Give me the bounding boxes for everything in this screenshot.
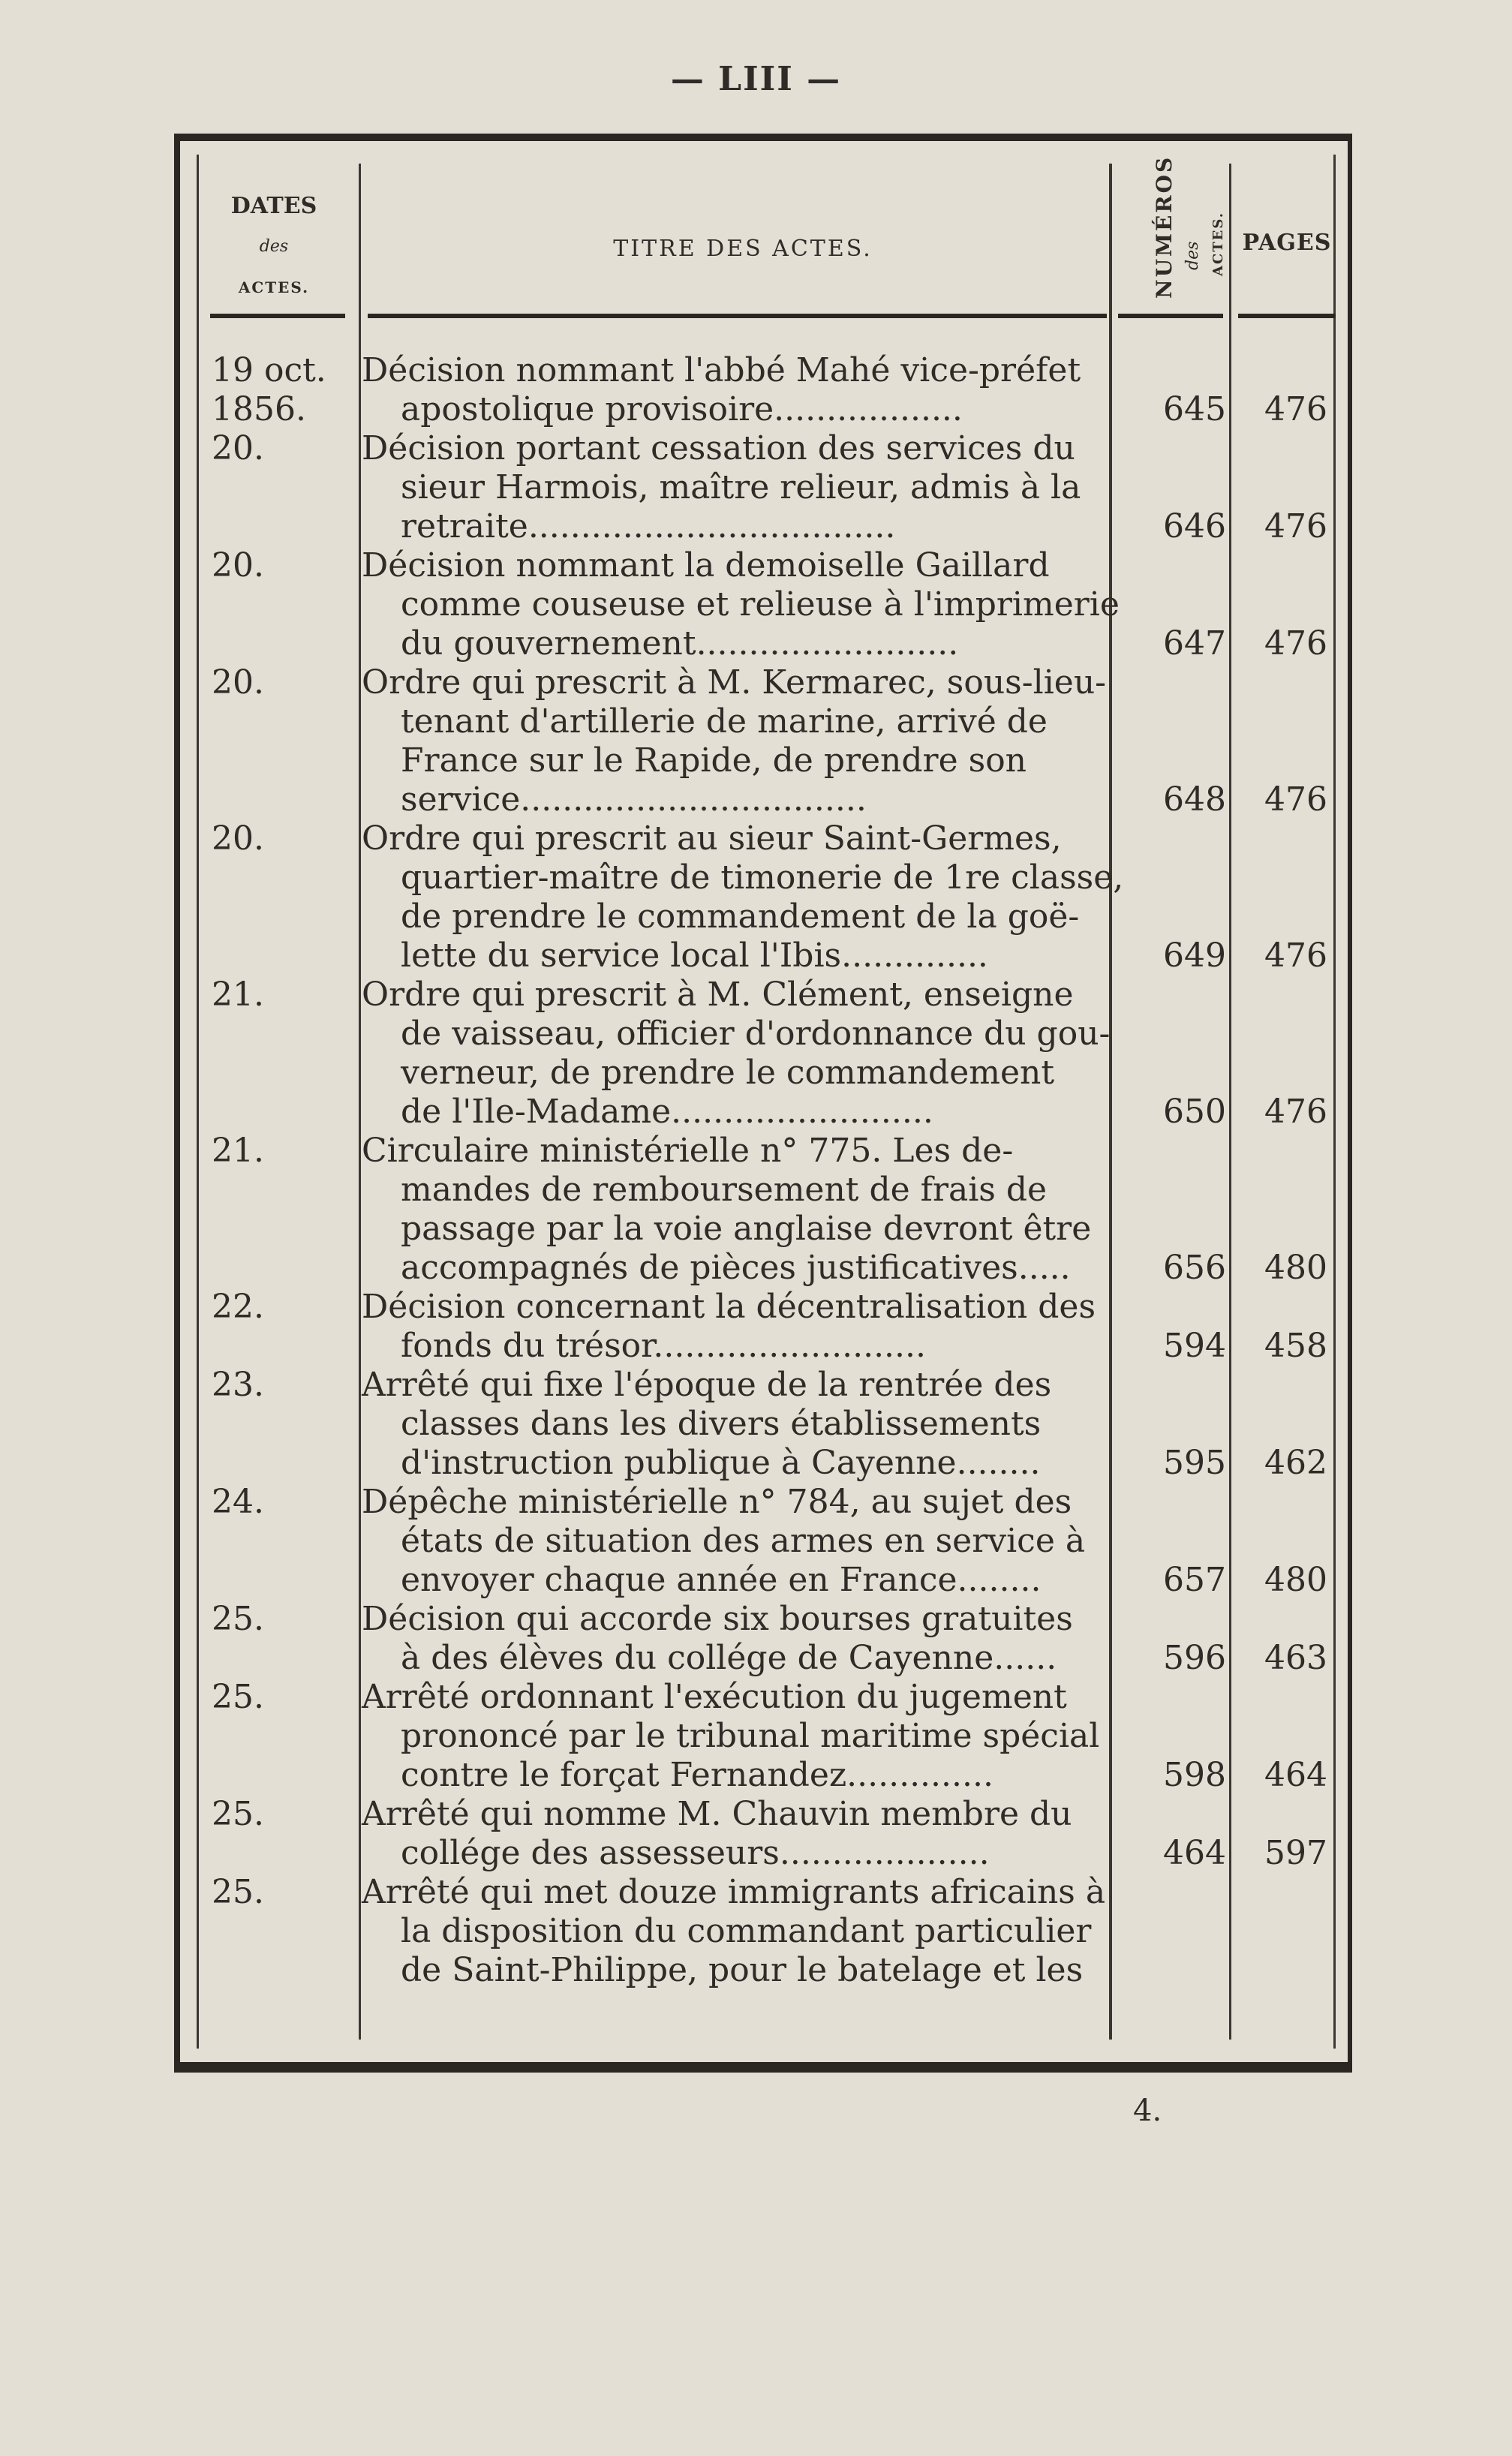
row-line [174,1171,1352,1210]
act-date: 25. [212,1873,264,1911]
row-line [174,1717,1352,1756]
row-line [174,1756,1352,1795]
act-title-line: Décision portant cessation des services du [362,429,1075,467]
act-title-line: France sur le Rapide, de prendre son [401,741,1027,780]
act-number: 594 [1163,1327,1226,1365]
table-row [174,1483,1352,1600]
act-title-line: Ordre qui prescrit à M. Kermarec, sous-lieu- [362,663,1107,702]
act-page: 476 [1264,780,1327,819]
table-row [174,819,1352,975]
table-row [174,1795,1352,1873]
act-title-line: verneur, de prendre le commandement [401,1054,1055,1092]
table-row [174,1288,1352,1366]
act-page: 463 [1264,1639,1327,1677]
row-line [174,507,1352,546]
footer-signature-mark: 4. [1133,2094,1162,2128]
act-title-line: Ordre qui prescrit au sieur Saint-Germes, [362,819,1062,858]
act-title-line: Circulaire ministérielle n° 775. Les de- [362,1132,1014,1170]
act-number: 595 [1163,1444,1226,1482]
row-line [174,1795,1352,1834]
act-title-line: Dépêche ministérielle n° 784, au sujet des [362,1483,1072,1521]
row-line [174,1327,1352,1366]
row-line [174,975,1352,1015]
act-date: 20. [212,546,264,585]
act-number: 645 [1163,390,1226,428]
row-line [174,741,1352,780]
row-line [174,1600,1352,1639]
row-line [174,1483,1352,1522]
table-row [174,663,1352,819]
table-row [174,1600,1352,1678]
row-line [174,663,1352,702]
act-title-line: de Saint-Philippe, pour le batelage et les [401,1951,1084,1989]
row-line [174,1522,1352,1561]
row-line [174,1054,1352,1093]
act-page: 458 [1264,1327,1327,1365]
row-line [174,1912,1352,1951]
act-date: 20. [212,819,264,858]
row-line [174,585,1352,624]
row-line [174,1444,1352,1483]
act-title-line: de l'Ile-Madame......................... [401,1093,933,1131]
act-title-line: de prendre le commandement de la goë- [401,897,1080,936]
act-title-line: sieur Harmois, maître relieur, admis à la [401,468,1081,507]
act-page: 476 [1264,390,1327,428]
act-date: 24. [212,1483,264,1521]
act-title-line: Décision nommant l'abbé Mahé vice-préfet [362,351,1081,389]
act-number: 598 [1163,1756,1226,1794]
act-date-year: 1856. [212,390,306,428]
header-numeros-label: NUMÉROS [1152,155,1177,299]
table-row [174,351,1352,429]
row-line [174,1093,1352,1132]
header-rule-titre [368,314,1107,318]
table-row [174,1873,1352,1990]
row-line [174,1249,1352,1288]
act-title-line: Décision concernant la décentralisation des [362,1288,1096,1326]
header-dates-des: des [259,237,289,256]
act-date: 20. [212,429,264,467]
row-line [174,390,1352,429]
act-number: 650 [1163,1093,1226,1131]
act-date: 21. [212,1132,264,1170]
act-title-line: fonds du trésor.......................... [401,1327,927,1365]
act-number: 596 [1163,1639,1226,1677]
act-title-line: quartier-maître de timonerie de 1re classe, [401,858,1124,897]
row-line [174,1405,1352,1444]
table-body [174,351,1352,1990]
act-page: 476 [1264,1093,1327,1131]
act-date: 21. [212,975,264,1014]
table-row [174,975,1352,1132]
act-number: 647 [1163,624,1226,663]
act-page: 480 [1264,1249,1327,1287]
act-title-line: Arrêté qui nomme M. Chauvin membre du [362,1795,1072,1833]
act-title-line: service................................. [401,780,867,819]
row-line [174,1873,1352,1912]
row-line [174,1132,1352,1171]
act-title-line: tenant d'artillerie de marine, arrivé de [401,702,1048,741]
act-page: 476 [1264,507,1327,546]
act-page: 480 [1264,1561,1327,1599]
header-numeros-actes: ACTES. [1210,211,1226,276]
row-line [174,546,1352,585]
act-page: 464 [1264,1756,1327,1794]
header-numeros-des: des [1183,241,1202,270]
row-line [174,1366,1352,1405]
act-date: 23. [212,1366,264,1404]
act-title-line: d'instruction publique à Cayenne........ [401,1444,1041,1482]
act-number: 657 [1163,1561,1226,1599]
act-title-line: comme couseuse et relieuse à l'imprimerie [401,585,1120,624]
act-title-line: à des élèves du collége de Cayenne...... [401,1639,1057,1677]
act-title-line: passage par la voie anglaise devront être [401,1210,1092,1248]
header-rule-dates [210,314,345,318]
act-title-line: de vaisseau, officier d'ordonnance du gou- [401,1015,1111,1053]
header-titre: TITRE DES ACTES. [613,236,873,262]
act-title-line: Ordre qui prescrit à M. Clément, enseigne [362,975,1074,1014]
act-number: 646 [1163,507,1226,546]
act-title-line: Décision qui accorde six bourses gratuites [362,1600,1073,1638]
page-header: — LIII — [670,60,842,98]
table-row [174,1132,1352,1288]
table-row [174,1366,1352,1483]
act-number: 649 [1163,936,1226,975]
act-title-line: lette du service local l'Ibis.............. [401,936,988,975]
act-page: 462 [1264,1444,1327,1482]
row-line [174,819,1352,858]
header-rule-numeros [1118,314,1223,318]
act-title-line: la disposition du commandant particulier [401,1912,1092,1950]
row-line [174,1678,1352,1717]
act-date: 22. [212,1288,264,1326]
header-pages: PAGES [1242,230,1332,256]
row-line [174,429,1352,468]
header-dates-actes: ACTES. [238,278,310,296]
table-row [174,1678,1352,1795]
row-line [174,1951,1352,1990]
act-title-line: états de situation des armes en service à [401,1522,1086,1560]
row-line [174,936,1352,975]
act-number: 648 [1163,780,1226,819]
header-dates-label: DATES [230,193,317,219]
act-title-line: Arrêté qui fixe l'époque de la rentrée des [362,1366,1052,1404]
table-row [174,429,1352,546]
row-line [174,351,1352,390]
act-date: 19 oct. [212,351,326,389]
row-line [174,1834,1352,1873]
act-title-line: Décision nommant la demoiselle Gaillard [362,546,1050,585]
act-page: 476 [1264,936,1327,975]
act-title-line: collége des assesseurs.................... [401,1834,990,1872]
act-title-line: prononcé par le tribunal maritime spécial [401,1717,1100,1755]
act-title-line: classes dans les divers établissements [401,1405,1042,1443]
act-date: 20. [212,663,264,702]
act-title-line: apostolique provisoire.................. [401,390,963,428]
row-line [174,1639,1352,1678]
row-line [174,858,1352,897]
row-line [174,1210,1352,1249]
header-dates [210,186,338,308]
act-title-line: mandes de remboursement de frais de [401,1171,1048,1209]
act-date: 25. [212,1600,264,1638]
act-page: 597 [1264,1834,1327,1872]
act-title-line: du gouvernement......................... [401,624,959,663]
row-line [174,1561,1352,1600]
row-line [174,897,1352,936]
row-line [174,702,1352,741]
act-number: 464 [1163,1834,1226,1872]
row-line [174,624,1352,663]
act-title-line: Arrêté ordonnant l'exécution du jugement [362,1678,1067,1716]
row-line [174,1288,1352,1327]
act-title-line: Arrêté qui met douze immigrants africains à [362,1873,1106,1911]
row-line [174,468,1352,507]
act-title-line: envoyer chaque année en France........ [401,1561,1042,1599]
act-number: 656 [1163,1249,1226,1287]
row-line [174,780,1352,819]
table-row [174,546,1352,663]
header-rule-pages [1238,314,1336,318]
row-line [174,1015,1352,1054]
act-title-line: accompagnés de pièces justificatives..... [401,1249,1071,1287]
act-date: 25. [212,1678,264,1716]
act-title-line: contre le forçat Fernandez.............. [401,1756,993,1794]
act-page: 476 [1264,624,1327,663]
act-title-line: retraite................................... [401,507,896,546]
act-date: 25. [212,1795,264,1833]
